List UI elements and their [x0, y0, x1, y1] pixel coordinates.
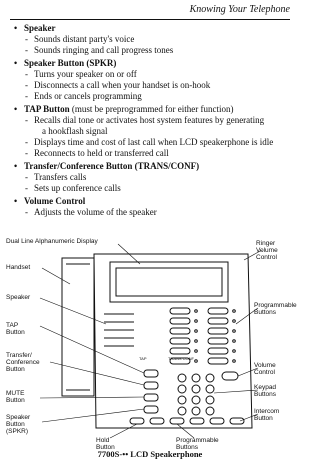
label-intercom-button: Intercom Button — [254, 408, 280, 422]
feature-detail: - Recalls dial tone or activates host system features by generating — [25, 115, 265, 125]
bullet-icon: • — [14, 58, 18, 68]
feature-title: Transfer/Conference Button (TRANS/CONF) — [24, 161, 200, 171]
feature-list — [14, 21, 294, 218]
bullet-icon: • — [14, 161, 18, 171]
page-header — [0, 4, 300, 20]
feature-detail: - Sounds ringing and call progress tones — [25, 45, 174, 55]
callout-lines — [40, 244, 262, 438]
feature-title: Speaker Button (SPKR) — [24, 58, 117, 68]
feature-detail: - Displays time and cost of last call when LCD speakerphone is idle — [25, 137, 274, 147]
keypad — [178, 374, 214, 415]
label-mute-button: MUTE Button — [6, 390, 25, 404]
label-speaker: Speaker — [6, 294, 31, 301]
feature-detail: - Adjusts the volume of the speaker — [25, 207, 157, 217]
mute-button-shape — [144, 394, 158, 401]
feature-title: TAP Button — [24, 104, 70, 114]
feature-title: Speaker — [24, 23, 56, 33]
feature-title: Volume Control — [24, 196, 86, 206]
label-speaker-button: Speaker Button (SPKR) — [6, 414, 31, 435]
transfer-button-shape — [144, 382, 158, 389]
figure-caption: 7700S-•• LCD Speakerphone — [97, 449, 203, 459]
feature-tap-button — [14, 104, 294, 159]
volume-control-shape — [222, 372, 238, 380]
header-title: Knowing Your Telephone — [189, 4, 290, 15]
label-display: Dual Line Alphanumeric Display — [6, 238, 98, 245]
feature-volume-control — [14, 196, 294, 218]
label-handset: Handset — [6, 264, 31, 271]
feature-transfer-conference — [14, 161, 294, 194]
label-transfer-conference: Transfer/ Conference Button — [6, 352, 40, 373]
feature-detail: - Transfers calls — [25, 172, 87, 182]
header-rule — [10, 19, 290, 20]
feature-speaker-button — [14, 58, 294, 102]
feature-detail: - Sounds distant party's voice — [25, 34, 135, 44]
bottom-button-row — [130, 418, 244, 424]
feature-detail: - Reconnects to held or transferred call — [25, 148, 169, 158]
feature-detail: - Sets up conference calls — [25, 183, 121, 193]
label-programmable-bottom: Programmable Buttons — [176, 437, 219, 451]
feature-speaker — [14, 23, 294, 56]
bullet-icon: • — [14, 196, 18, 206]
handset-shape — [62, 258, 94, 396]
label-hold-button: Hold Button — [96, 437, 115, 451]
bullet-icon: • — [14, 104, 18, 114]
speaker-grille — [104, 314, 134, 346]
feature-detail: - Ends or cancels programming — [25, 91, 142, 101]
label-programmable-right: Programmable Buttons — [254, 302, 297, 316]
phone-key-tap-text: TAP — [139, 356, 147, 361]
label-volume-control: Volume Control — [254, 362, 276, 376]
label-keypad-buttons: Keypad Buttons — [254, 384, 277, 398]
phone-key-trans-text: TRANS CONF — [168, 356, 194, 361]
tap-button-shape — [144, 370, 158, 377]
feature-detail: a hookflash signal — [42, 126, 108, 136]
spkr-button-shape — [144, 406, 158, 413]
label-tap-button: TAP Button — [6, 322, 25, 336]
feature-note: (must be preprogrammed for either function) — [71, 104, 234, 114]
phone-diagram — [0, 238, 300, 454]
bullet-icon: • — [14, 23, 18, 33]
feature-detail: - Turns your speaker on or off — [25, 69, 137, 79]
label-ringer-volume: Ringer Volume Control — [256, 240, 278, 261]
feature-detail: - Disconnects a call when your handset is on-hook — [25, 80, 211, 90]
